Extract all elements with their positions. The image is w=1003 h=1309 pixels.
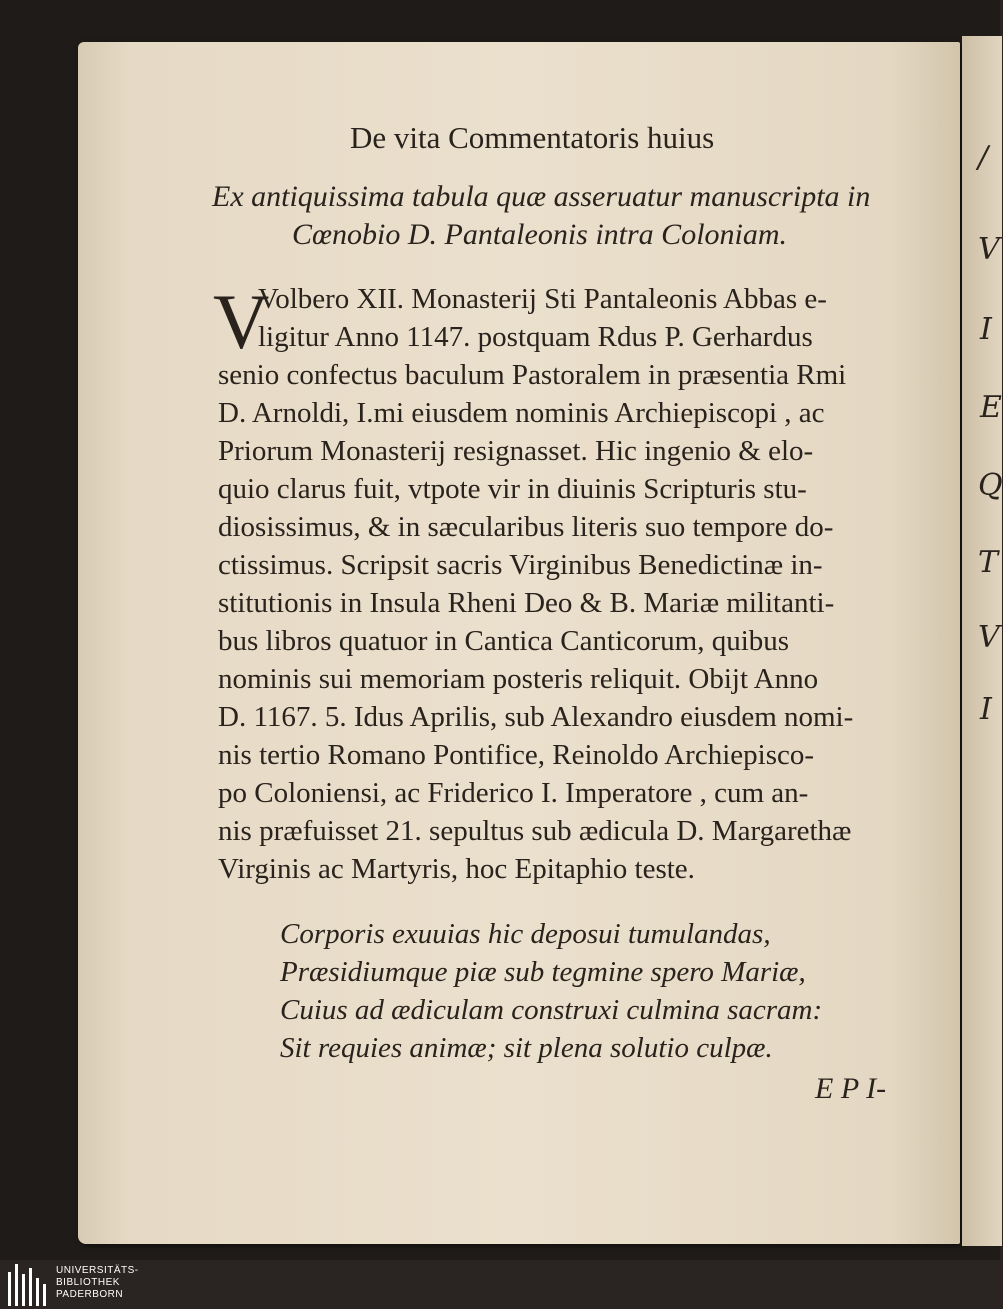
text-line: nis præfuisset 21. sepultus sub ædicula D. Margarethæ — [218, 815, 852, 847]
facing-page-mark: I — [980, 312, 992, 347]
text-line: senio confectus baculum Pastoralem in præsentia Rmi — [218, 359, 847, 391]
text-line: quio clarus fuit, vtpote vir in diuinis Scripturis stu- — [218, 473, 807, 505]
facing-page-mark: Q — [978, 468, 1003, 503]
library-logo-icon — [8, 1264, 50, 1306]
verse-line: Corporis exuuias hic deposui tumulandas, — [280, 918, 771, 950]
drop-cap: V — [213, 278, 270, 365]
verse-line: Sit requies animæ; sit plena solutio culpæ. — [280, 1032, 773, 1064]
text-line: bus libros quatuor in Cantica Canticorum, quibus — [218, 625, 790, 657]
text-line: po Coloniensi, ac Friderico I. Imperatore , cum an- — [218, 777, 809, 809]
library-name-line: BIBLIOTHEK — [56, 1277, 120, 1288]
text-line: Virginis ac Martyris, hoc Epitaphio teste. — [218, 853, 695, 885]
facing-page-mark: T — [978, 545, 999, 580]
text-line: D. 1167. 5. Idus Aprilis, sub Alexandro eiusdem nomi- — [218, 701, 854, 733]
subtitle-line-1: Ex antiquissima tabula quæ asseruatur manuscripta in — [212, 180, 871, 213]
text-line: ctissimus. Scripsit sacris Virginibus Benedictinæ in- — [218, 549, 823, 581]
verse-line: Cuius ad ædiculam construxi culmina sacram: — [280, 994, 823, 1026]
text-line: D. Arnoldi, I.mi eiusdem nominis Archiepiscopi , ac — [218, 397, 825, 429]
library-footer — [0, 1260, 1000, 1309]
library-name-line: PADERBORN — [56, 1289, 124, 1300]
facing-page-mark: I — [980, 692, 992, 727]
library-name-line: UNIVERSITÄTS- — [56, 1265, 139, 1276]
catchword: E P I- — [815, 1072, 887, 1105]
text-line: nis tertio Romano Pontifice, Reinoldo Archiepisco- — [218, 739, 815, 771]
facing-page-mark: V — [978, 620, 1000, 655]
facing-page-mark: V — [978, 232, 1000, 267]
text-line: ligitur Anno 1147. postquam Rdus P. Gerhardus — [258, 321, 813, 353]
text-line: Priorum Monasterij resignasset. Hic ingenio & elo- — [218, 435, 814, 467]
text-line: stitutionis in Insula Rheni Deo & B. Mariæ militanti- — [218, 587, 835, 619]
library-name — [56, 1265, 139, 1301]
text-line: nominis sui memoriam posteris reliquit. Obijt Anno — [218, 663, 819, 695]
facing-page-mark: E — [980, 390, 1002, 425]
subtitle-line-2: Cœnobio D. Pantaleonis intra Coloniam. — [292, 218, 788, 251]
verse-line: Præsidiumque piæ sub tegmine spero Mariæ, — [280, 956, 806, 988]
text-line: diosissimus, & in sæcularibus literis suo tempore do- — [218, 511, 834, 543]
text-line: Volbero XII. Monasterij Sti Pantaleonis Abbas e- — [258, 283, 827, 315]
page-heading: De vita Commentatoris huius — [350, 120, 715, 155]
facing-page-mark: / — [978, 140, 989, 175]
